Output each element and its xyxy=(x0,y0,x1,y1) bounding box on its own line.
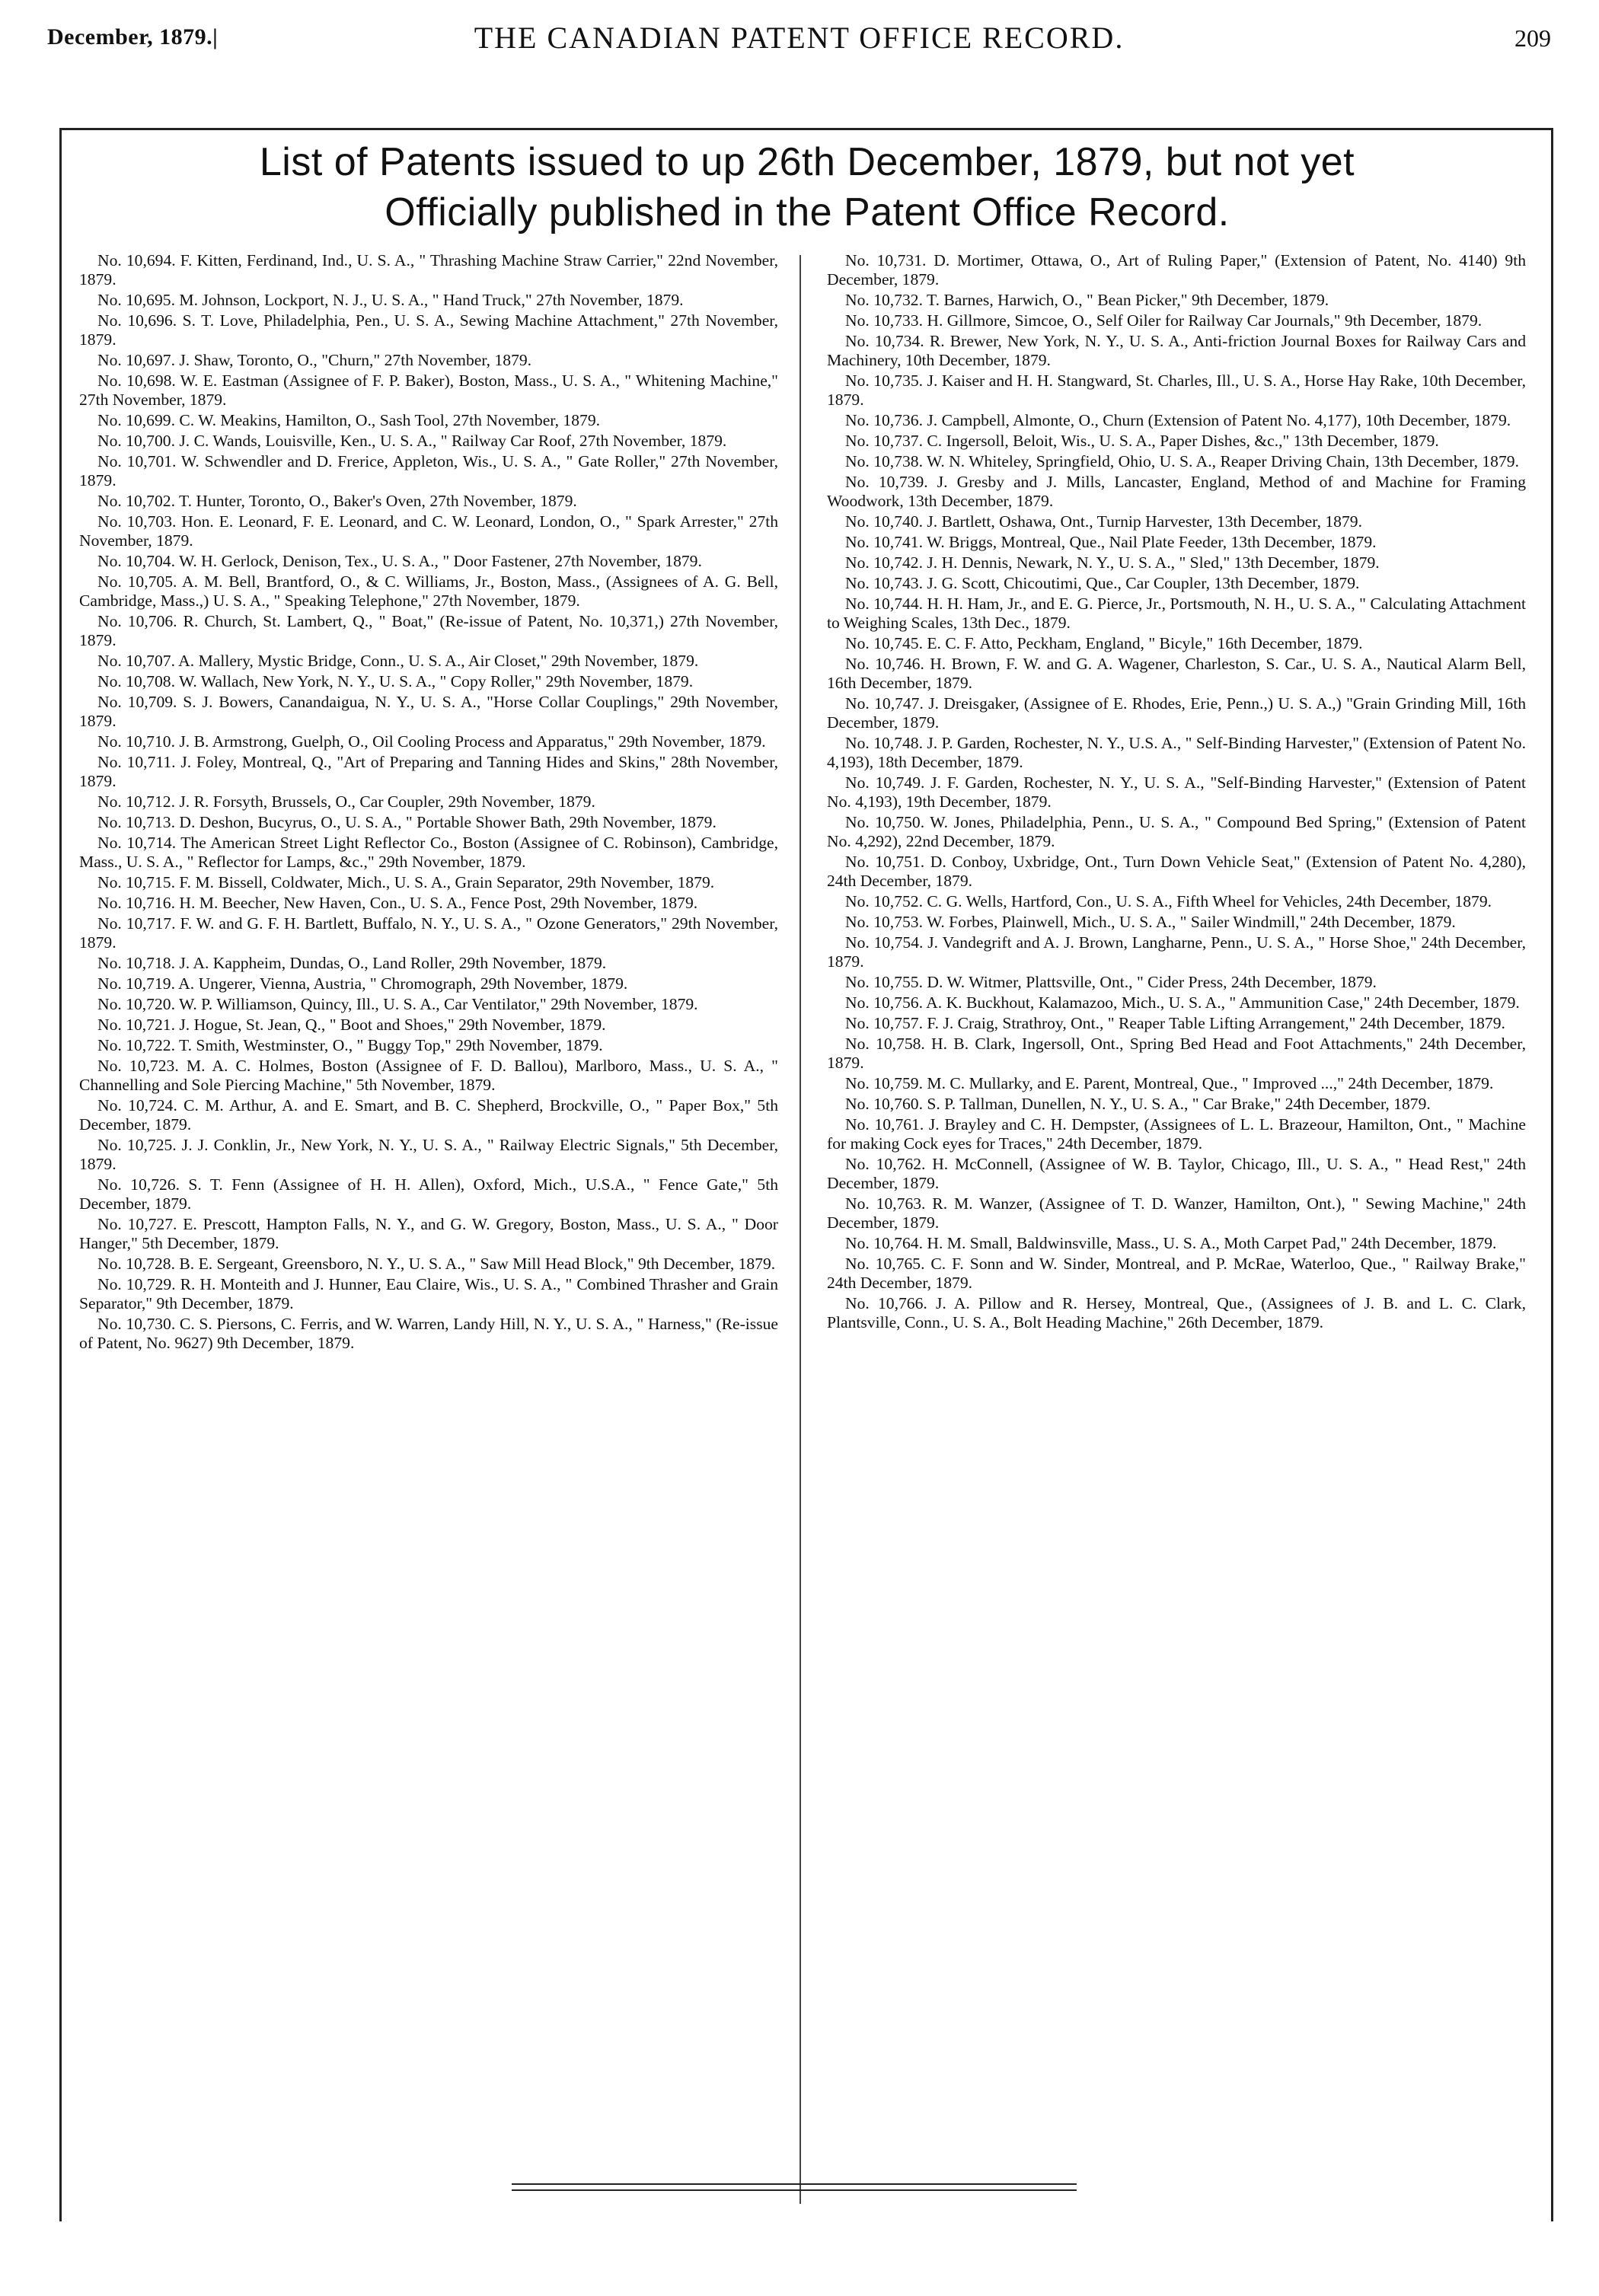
patent-entry: No. 10,738. W. N. Whiteley, Springfield, Ohio, U. S. A., Reaper Driving Chain, 13th December, 1879. xyxy=(845,452,1519,470)
patent-entry: No. 10,760. S. P. Tallman, Dunellen, N. Y., U. S. A., " Car Brake," 24th December, 1879. xyxy=(845,1095,1431,1113)
patent-entry: No. 10,750. W. Jones, Philadelphia, Penn., U. S. A., " Compound Bed Spring," (Extension of Patent No. 4,292), 22nd December, 1879. xyxy=(827,813,1526,850)
patent-entry: No. 10,765. C. F. Sonn and W. Sinder, Montreal, and P. McRae, Waterloo, Que., " Railway Brake," 24th December, 1879. xyxy=(827,1255,1526,1292)
patent-entry: No. 10,703. Hon. E. Leonard, F. E. Leonard, and C. W. Leonard, London, O., " Spark Arrester," 27th November, 1879. xyxy=(79,512,778,550)
patent-entry: No. 10,756. A. K. Buckhout, Kalamazoo, Mich., U. S. A., " Ammunition Case," 24th December, 1879. xyxy=(845,993,1520,1012)
closing-rule-bottom xyxy=(512,2189,1077,2191)
page-title xyxy=(61,137,1553,238)
patent-entry: No. 10,744. H. H. Ham, Jr., and E. G. Pierce, Jr., Portsmouth, N. H., U. S. A., " Calculating Attachment to Weighing Scales, 13th Dec., 1879. xyxy=(827,595,1526,632)
patent-entry: No. 10,695. M. Johnson, Lockport, N. J., U. S. A., " Hand Truck," 27th November, 1879. xyxy=(97,291,684,309)
patent-entry: No. 10,704. W. H. Gerlock, Denison, Tex., U. S. A., " Door Fastener, 27th November, 1879. xyxy=(97,552,702,570)
patent-entry: No. 10,752. C. G. Wells, Hartford, Con., U. S. A., Fifth Wheel for Vehicles, 24th December, 1879. xyxy=(845,892,1492,910)
patent-entry: No. 10,728. B. E. Sergeant, Greensboro, N. Y., U. S. A., " Saw Mill Head Block," 9th December, 1879. xyxy=(97,1255,776,1273)
patent-entry: No. 10,723. M. A. C. Holmes, Boston (Assignee of F. D. Ballou), Marlboro, Mass., U. S. A., " Channelling and Sole Piercing Machine," 5th November, 1879. xyxy=(79,1057,778,1094)
left-column xyxy=(79,251,778,1354)
patent-entry: No. 10,712. J. R. Forsyth, Brussels, O., Car Coupler, 29th November, 1879. xyxy=(97,792,595,811)
issue-date: December, 1879.| xyxy=(47,24,219,49)
patent-entry: No. 10,743. J. G. Scott, Chicoutimi, Que., Car Coupler, 13th December, 1879. xyxy=(845,574,1360,592)
patent-entry: No. 10,745. E. C. F. Atto, Peckham, England, " Bicyle," 16th December, 1879. xyxy=(845,634,1363,652)
page-title-line-2: Officially published in the Patent Office Record. xyxy=(385,190,1230,234)
patent-entry: No. 10,696. S. T. Love, Philadelphia, Pen., U. S. A., Sewing Machine Attachment," 27th November, 1879. xyxy=(79,311,778,349)
patent-entry: No. 10,741. W. Briggs, Montreal, Que., Nail Plate Feeder, 13th December, 1879. xyxy=(845,533,1377,551)
patent-entry: No. 10,698. W. E. Eastman (Assignee of F. P. Baker), Boston, Mass., U. S. A., " Whitening Machine," 27th November, 1879. xyxy=(79,372,778,409)
page-number: 209 xyxy=(1514,24,1551,52)
patent-entry: No. 10,751. D. Conboy, Uxbridge, Ont., Turn Down Vehicle Seat," (Extension of Patent No. 4,280), 24th December, 1879. xyxy=(827,853,1526,890)
patent-entry: No. 10,734. R. Brewer, New York, N. Y., U. S. A., Anti-friction Journal Boxes for Railway Cars and Machinery, 10th December, 1879. xyxy=(827,332,1526,369)
patent-entry: No. 10,753. W. Forbes, Plainwell, Mich., U. S. A., " Sailer Windmill," 24th December, 1879. xyxy=(845,913,1456,931)
patent-entry: No. 10,697. J. Shaw, Toronto, O., "Churn," 27th November, 1879. xyxy=(97,351,532,369)
patent-entry: No. 10,731. D. Mortimer, Ottawa, O., Art of Ruling Paper," (Extension of Patent, No. 4140) 9th December, 1879. xyxy=(827,251,1526,289)
patent-entry: No. 10,754. J. Vandegrift and A. J. Brown, Langharne, Penn., U. S. A., " Horse Shoe," 24th December, 1879. xyxy=(827,933,1526,971)
patent-entry: No. 10,715. F. M. Bissell, Coldwater, Mich., U. S. A., Grain Separator, 29th November, 1879. xyxy=(97,873,715,891)
patent-entry: No. 10,709. S. J. Bowers, Canandaigua, N. Y., U. S. A., "Horse Collar Couplings," 29th November, 1879. xyxy=(79,693,778,730)
patent-entry: No. 10,719. A. Ungerer, Vienna, Austria, " Chromograph, 29th November, 1879. xyxy=(97,974,628,993)
patent-entry: No. 10,721. J. Hogue, St. Jean, Q., " Boot and Shoes," 29th November, 1879. xyxy=(97,1016,606,1034)
patent-entry: No. 10,727. E. Prescott, Hampton Falls, N. Y., and G. W. Gregory, Boston, Mass., U. S. A., " Door Hanger," 5th December, 1879. xyxy=(79,1215,778,1252)
patent-entry: No. 10,761. J. Brayley and C. H. Dempster, (Assignees of L. L. Brazeour, Hamilton, Ont., " Machine for making Cock eyes for Traces," 24th December, 1879. xyxy=(827,1115,1526,1153)
page-title-line-1: List of Patents issued to up 26th December, 1879, but not yet xyxy=(259,140,1355,184)
patent-entry: No. 10,763. R. M. Wanzer, (Assignee of T. D. Wanzer, Hamilton, Ont.), " Sewing Machine," 24th December, 1879. xyxy=(827,1194,1526,1232)
patent-entry: No. 10,724. C. M. Arthur, A. and E. Smart, and B. C. Shepherd, Brockville, O., " Paper Box," 5th December, 1879. xyxy=(79,1096,778,1134)
patent-entry: No. 10,706. R. Church, St. Lambert, Q., " Boat," (Re-issue of Patent, No. 10,371,) 27th November, 1879. xyxy=(79,612,778,649)
patent-entry: No. 10,707. A. Mallery, Mystic Bridge, Conn., U. S. A., Air Closet," 29th November, 1879. xyxy=(97,652,699,670)
patent-entry: No. 10,717. F. W. and G. F. H. Bartlett, Buffalo, N. Y., U. S. A., " Ozone Generators," 29th November, 1879. xyxy=(79,914,778,952)
patent-entry: No. 10,701. W. Schwendler and D. Frerice, Appleton, Wis., U. S. A., " Gate Roller," 27th November, 1879. xyxy=(79,452,778,489)
running-head xyxy=(47,14,1551,59)
patent-entry: No. 10,759. M. C. Mullarky, and E. Parent, Montreal, Que., " Improved ...," 24th December, 1879. xyxy=(845,1074,1494,1092)
patent-entry: No. 10,764. H. M. Small, Baldwinsville, Mass., U. S. A., Moth Carpet Pad," 24th December, 1879. xyxy=(845,1234,1497,1252)
patent-entry: No. 10,757. F. J. Craig, Strathroy, Ont., " Reaper Table Lifting Arrangement," 24th December, 1879. xyxy=(845,1014,1505,1032)
patent-entry: No. 10,702. T. Hunter, Toronto, O., Baker's Oven, 27th November, 1879. xyxy=(97,492,577,510)
closing-rule-top xyxy=(512,2183,1077,2185)
right-column xyxy=(827,251,1526,1334)
patent-entry: No. 10,758. H. B. Clark, Ingersoll, Ont., Spring Bed Head and Foot Attachments," 24th December, 1879. xyxy=(827,1035,1526,1072)
patent-entry: No. 10,694. F. Kitten, Ferdinand, Ind., U. S. A., " Thrashing Machine Straw Carrier," 22nd November, 1879. xyxy=(79,251,778,289)
patent-entry: No. 10,716. H. M. Beecher, New Haven, Con., U. S. A., Fence Post, 29th November, 1879. xyxy=(97,894,698,912)
patent-columns xyxy=(79,251,1526,2154)
patent-entry: No. 10,722. T. Smith, Westminster, O., " Buggy Top," 29th November, 1879. xyxy=(97,1036,603,1054)
patent-entry: No. 10,725. J. J. Conklin, Jr., New York, N. Y., U. S. A., " Railway Electric Signals," 5th December, 1879. xyxy=(79,1136,778,1173)
patent-entry: No. 10,710. J. B. Armstrong, Guelph, O., Oil Cooling Process and Apparatus," 29th November, 1879. xyxy=(97,732,766,751)
patent-entry: No. 10,699. C. W. Meakins, Hamilton, O., Sash Tool, 27th November, 1879. xyxy=(97,411,601,429)
patent-entry: No. 10,700. J. C. Wands, Louisville, Ken., U. S. A., " Railway Car Roof, 27th November, 1879. xyxy=(97,432,727,450)
patent-entry: No. 10,730. C. S. Piersons, C. Ferris, and W. Warren, Landy Hill, N. Y., U. S. A., " Harness," (Re-issue of Patent, No. 9627) 9th December, 1879. xyxy=(79,1315,778,1352)
patent-entry: No. 10,755. D. W. Witmer, Plattsville, Ont., " Cider Press, 24th December, 1879. xyxy=(845,973,1377,991)
patent-entry: No. 10,737. C. Ingersoll, Beloit, Wis., U. S. A., Paper Dishes, &c.," 13th December, 1879. xyxy=(845,432,1439,450)
patent-entry: No. 10,732. T. Barnes, Harwich, O., " Bean Picker," 9th December, 1879. xyxy=(845,291,1329,309)
patent-entry: No. 10,720. W. P. Williamson, Quincy, Ill., U. S. A., Car Ventilator," 29th November, 1879. xyxy=(97,995,698,1013)
patent-entry: No. 10,729. R. H. Monteith and J. Hunner, Eau Claire, Wis., U. S. A., " Combined Thrasher and Grain Separator," 9th December, 1879. xyxy=(79,1275,778,1312)
patent-entry: No. 10,742. J. H. Dennis, Newark, N. Y., U. S. A., " Sled," 13th December, 1879. xyxy=(845,553,1380,572)
patent-entry: No. 10,739. J. Gresby and J. Mills, Lancaster, England, Method of and Machine for Framing Woodwork, 13th December, 1879. xyxy=(827,473,1526,510)
patent-entry: No. 10,736. J. Campbell, Almonte, O., Churn (Extension of Patent No. 4,177), 10th December, 1879. xyxy=(845,411,1511,429)
patent-entry: No. 10,718. J. A. Kappheim, Dundas, O., Land Roller, 29th November, 1879. xyxy=(97,954,607,972)
journal-title: THE CANADIAN PATENT OFFICE RECORD. xyxy=(474,21,1125,55)
patent-entry: No. 10,713. D. Deshon, Bucyrus, O., U. S. A., " Portable Shower Bath, 29th November, 1879. xyxy=(97,813,717,831)
patent-entry: No. 10,746. H. Brown, F. W. and G. A. Wagener, Charleston, S. Car., U. S. A., Nautical Alarm Bell, 16th December, 1879. xyxy=(827,655,1526,692)
patent-entry: No. 10,749. J. F. Garden, Rochester, N. Y., U. S. A., "Self-Binding Harvester," (Extension of Patent No. 4,193), 19th December, 1879. xyxy=(827,773,1526,811)
patent-entry: No. 10,762. H. McConnell, (Assignee of W. B. Taylor, Chicago, Ill., U. S. A., " Head Rest," 24th December, 1879. xyxy=(827,1155,1526,1192)
patent-entry: No. 10,766. J. A. Pillow and R. Hersey, Montreal, Que., (Assignees of J. B. and L. C. Clark, Plantsville, Conn., U. S. A., Bolt Heading Machine," 26th December, 1879. xyxy=(827,1294,1526,1331)
patent-entry: No. 10,711. J. Foley, Montreal, Q., "Art of Preparing and Tanning Hides and Skins," 28th November, 1879. xyxy=(79,753,778,790)
patent-entry: No. 10,740. J. Bartlett, Oshawa, Ont., Turnip Harvester, 13th December, 1879. xyxy=(845,512,1362,531)
patent-entry: No. 10,748. J. P. Garden, Rochester, N. Y., U.S. A., " Self-Binding Harvester," (Extension of Patent No. 4,193), 18th December, 1879. xyxy=(827,734,1526,771)
patent-entry: No. 10,714. The American Street Light Reflector Co., Boston (Assignee of C. Robinson), Cambridge, Mass., U. S. A., " Reflector for Lamps, &c.," 29th November, 1879. xyxy=(79,834,778,871)
patent-entry: No. 10,747. J. Dreisgaker, (Assignee of E. Rhodes, Erie, Penn.,) U. S. A.,) "Grain Grinding Mill, 16th December, 1879. xyxy=(827,694,1526,732)
patent-entry: No. 10,735. J. Kaiser and H. H. Stangward, St. Charles, Ill., U. S. A., Horse Hay Rake, 10th December, 1879. xyxy=(827,372,1526,409)
patent-entry: No. 10,705. A. M. Bell, Brantford, O., & C. Williams, Jr., Boston, Mass., (Assignees of A. G. Bell, Cambridge, Mass.,) U. S. A., " Speaking Telephone," 27th November, 1879. xyxy=(79,572,778,610)
patent-entry: No. 10,726. S. T. Fenn (Assignee of H. H. Allen), Oxford, Mich., U.S.A., " Fence Gate," 5th December, 1879. xyxy=(79,1175,778,1213)
patent-entry: No. 10,733. H. Gillmore, Simcoe, O., Self Oiler for Railway Car Journals," 9th December, 1879. xyxy=(845,311,1483,330)
patent-entry: No. 10,708. W. Wallach, New York, N. Y., U. S. A., " Copy Roller," 29th November, 1879. xyxy=(97,672,694,690)
